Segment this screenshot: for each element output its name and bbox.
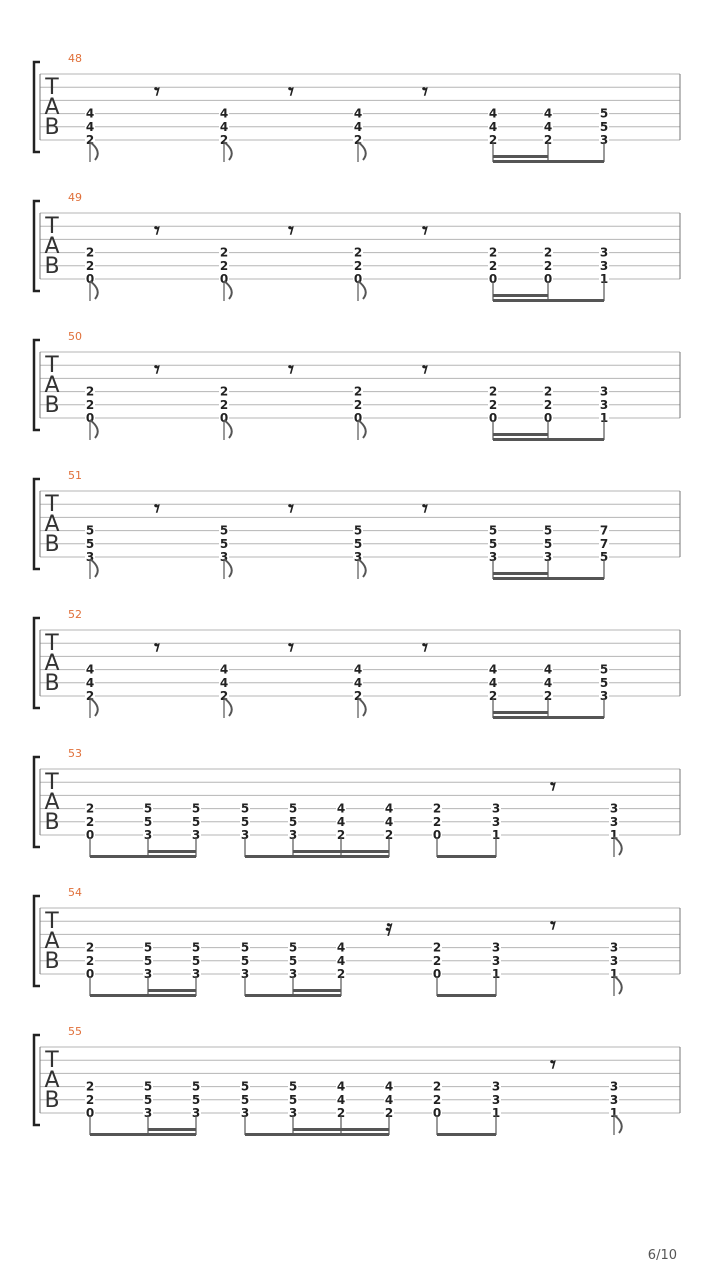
tab-system xyxy=(34,191,680,302)
tab-clef-letter: T xyxy=(45,75,59,100)
fret-number: 5 xyxy=(219,523,229,538)
eighth-rest: 𝄾 xyxy=(422,218,428,244)
fret-number: 2 xyxy=(85,940,95,955)
fret-number: 5 xyxy=(288,814,298,829)
measure-number: 54 xyxy=(68,886,82,899)
fret-number: 1 xyxy=(599,272,609,286)
fret-number: 2 xyxy=(219,397,229,412)
fret-number: 3 xyxy=(599,133,609,147)
fret-number: 5 xyxy=(543,536,553,551)
fret-number: 5 xyxy=(288,1092,298,1107)
fret-number: 1 xyxy=(609,967,619,981)
beam xyxy=(493,438,604,441)
fret-number: 5 xyxy=(488,523,498,538)
fret-number: 4 xyxy=(219,106,229,121)
fret-number: 2 xyxy=(353,384,363,399)
fret-number: 5 xyxy=(191,814,201,829)
secondary-beam xyxy=(293,989,341,992)
eighth-rest: 𝄾 xyxy=(288,357,294,383)
fret-number: 7 xyxy=(599,536,609,551)
fret-number: 5 xyxy=(353,523,363,538)
beam xyxy=(437,1133,496,1136)
fret-number: 2 xyxy=(353,245,363,260)
beam xyxy=(245,855,389,858)
fret-number: 4 xyxy=(85,675,95,690)
fret-number: 2 xyxy=(219,384,229,399)
secondary-beam xyxy=(293,1128,389,1131)
fret-number: 5 xyxy=(143,953,153,968)
fret-number: 2 xyxy=(85,814,95,829)
measure-number: 52 xyxy=(68,608,82,621)
secondary-beam xyxy=(493,294,548,297)
beam xyxy=(245,994,341,997)
eighth-rest: 𝄾 xyxy=(154,79,160,105)
fret-number: 4 xyxy=(543,106,553,121)
beam xyxy=(493,160,604,163)
fret-number: 1 xyxy=(491,1106,501,1120)
eighth-rest: 𝄾 xyxy=(550,913,556,939)
system-bracket xyxy=(34,896,40,986)
fret-number: 5 xyxy=(85,536,95,551)
fret-number: 2 xyxy=(85,801,95,816)
system-bracket xyxy=(34,757,40,847)
fret-number: 4 xyxy=(85,119,95,134)
fret-number: 3 xyxy=(599,689,609,703)
fret-number: 4 xyxy=(488,106,498,121)
fret-number: 2 xyxy=(432,1079,442,1094)
fret-number: 5 xyxy=(240,814,250,829)
fret-number: 2 xyxy=(219,689,229,703)
fret-number: 3 xyxy=(191,1106,201,1120)
fret-number: 5 xyxy=(599,662,609,677)
fret-number: 1 xyxy=(599,411,609,425)
eighth-rest: 𝄾 xyxy=(288,496,294,522)
fret-number: 3 xyxy=(353,550,363,564)
fret-number: 3 xyxy=(288,1106,298,1120)
fret-number: 4 xyxy=(336,814,346,829)
fret-number: 5 xyxy=(191,1079,201,1094)
fret-number: 2 xyxy=(432,940,442,955)
fret-number: 4 xyxy=(336,953,346,968)
fret-number: 4 xyxy=(85,662,95,677)
measure-number: 51 xyxy=(68,469,82,482)
fret-number: 5 xyxy=(240,1079,250,1094)
fret-number: 5 xyxy=(288,801,298,816)
eighth-rest: 𝄾 xyxy=(422,79,428,105)
fret-number: 3 xyxy=(488,550,498,564)
fret-number: 2 xyxy=(543,245,553,260)
tab-clef-letter: A xyxy=(44,929,60,954)
fret-number: 0 xyxy=(353,411,363,425)
tab-clef-letter: B xyxy=(44,115,60,140)
fret-number: 0 xyxy=(543,272,553,286)
secondary-beam xyxy=(148,989,196,992)
fret-number: 5 xyxy=(143,801,153,816)
tab-system xyxy=(34,52,680,163)
system-bracket xyxy=(34,201,40,291)
eighth-rest: 𝄾 xyxy=(154,496,160,522)
beam xyxy=(90,1133,196,1136)
system-bracket xyxy=(34,62,40,152)
eighth-rest: 𝄾 xyxy=(288,635,294,661)
tab-clef-letter: B xyxy=(44,532,60,557)
fret-number: 4 xyxy=(219,119,229,134)
measure-number: 55 xyxy=(68,1025,82,1038)
fret-number: 2 xyxy=(543,689,553,703)
fret-number: 4 xyxy=(353,119,363,134)
tab-clef-letter: T xyxy=(45,631,59,656)
eighth-rest: 𝄾 xyxy=(288,218,294,244)
fret-number: 2 xyxy=(85,397,95,412)
tab-clef-letter: B xyxy=(44,1088,60,1113)
tab-system xyxy=(34,608,680,719)
fret-number: 4 xyxy=(384,801,394,816)
secondary-beam xyxy=(493,155,548,158)
eighth-rest: 𝄾 xyxy=(154,357,160,383)
fret-number: 3 xyxy=(219,550,229,564)
fret-number: 3 xyxy=(143,967,153,981)
fret-number: 2 xyxy=(488,397,498,412)
fret-number: 4 xyxy=(353,662,363,677)
tab-clef-letter: B xyxy=(44,810,60,835)
fret-number: 2 xyxy=(353,133,363,147)
fret-number: 2 xyxy=(432,801,442,816)
measure-number: 48 xyxy=(68,52,82,65)
beam xyxy=(90,994,196,997)
fret-number: 5 xyxy=(143,1092,153,1107)
beam xyxy=(90,855,196,858)
fret-number: 0 xyxy=(353,272,363,286)
fret-number: 0 xyxy=(488,411,498,425)
tab-clef-letter: B xyxy=(44,671,60,696)
fret-number: 4 xyxy=(336,801,346,816)
fret-number: 4 xyxy=(488,675,498,690)
fret-number: 3 xyxy=(143,828,153,842)
eighth-rest: 𝄾 xyxy=(154,218,160,244)
tab-system xyxy=(34,469,680,580)
fret-number: 7 xyxy=(599,523,609,538)
fret-number: 5 xyxy=(143,814,153,829)
fret-number: 3 xyxy=(491,801,501,816)
fret-number: 2 xyxy=(353,689,363,703)
tab-clef-letter: T xyxy=(45,492,59,517)
secondary-beam xyxy=(148,850,196,853)
secondary-beam xyxy=(493,711,548,714)
tab-clef-letter: A xyxy=(44,95,60,120)
tab-system xyxy=(34,330,680,441)
fret-number: 0 xyxy=(488,272,498,286)
secondary-beam xyxy=(148,1128,196,1131)
fret-number: 3 xyxy=(543,550,553,564)
fret-number: 5 xyxy=(240,940,250,955)
fret-number: 1 xyxy=(609,828,619,842)
fret-number: 5 xyxy=(143,1079,153,1094)
beam xyxy=(493,716,604,719)
fret-number: 3 xyxy=(609,801,619,816)
fret-number: 3 xyxy=(599,258,609,273)
fret-number: 5 xyxy=(543,523,553,538)
fret-number: 4 xyxy=(336,1092,346,1107)
eighth-rest: 𝄾 xyxy=(550,1052,556,1078)
fret-number: 0 xyxy=(85,272,95,286)
fret-number: 2 xyxy=(488,689,498,703)
fret-number: 4 xyxy=(543,662,553,677)
tab-system xyxy=(34,1025,680,1136)
fret-number: 2 xyxy=(432,814,442,829)
fret-number: 5 xyxy=(85,523,95,538)
fret-number: 2 xyxy=(336,828,346,842)
fret-number: 2 xyxy=(85,1092,95,1107)
fret-number: 4 xyxy=(353,106,363,121)
fret-number: 3 xyxy=(288,828,298,842)
fret-number: 2 xyxy=(432,953,442,968)
fret-number: 4 xyxy=(336,1079,346,1094)
fret-number: 3 xyxy=(609,940,619,955)
fret-number: 0 xyxy=(85,411,95,425)
fret-number: 2 xyxy=(488,258,498,273)
fret-number: 5 xyxy=(353,536,363,551)
fret-number: 2 xyxy=(543,133,553,147)
eighth-rest: 𝄾 xyxy=(154,635,160,661)
tab-clef-letter: B xyxy=(44,393,60,418)
fret-number: 0 xyxy=(432,828,442,842)
fret-number: 0 xyxy=(543,411,553,425)
tab-clef-letter: T xyxy=(45,909,59,934)
fret-number: 3 xyxy=(491,1079,501,1094)
fret-number: 5 xyxy=(191,801,201,816)
fret-number: 5 xyxy=(599,106,609,121)
fret-number: 0 xyxy=(219,272,229,286)
fret-number: 5 xyxy=(240,801,250,816)
fret-number: 2 xyxy=(336,1106,346,1120)
fret-number: 2 xyxy=(85,1079,95,1094)
fret-number: 5 xyxy=(191,940,201,955)
beam xyxy=(437,994,496,997)
fret-number: 2 xyxy=(353,397,363,412)
fret-number: 4 xyxy=(488,662,498,677)
fret-number: 4 xyxy=(488,119,498,134)
tab-clef-letter: A xyxy=(44,512,60,537)
fret-number: 2 xyxy=(85,245,95,260)
fret-number: 3 xyxy=(599,245,609,260)
tab-clef-letter: B xyxy=(44,949,60,974)
measure-number: 53 xyxy=(68,747,82,760)
fret-number: 2 xyxy=(85,953,95,968)
fret-number: 5 xyxy=(599,675,609,690)
system-bracket xyxy=(34,618,40,708)
fret-number: 3 xyxy=(609,1079,619,1094)
beam xyxy=(245,1133,389,1136)
fret-number: 4 xyxy=(384,1079,394,1094)
beam xyxy=(493,577,604,580)
tab-clef-letter: T xyxy=(45,770,59,795)
tab-clef-letter: A xyxy=(44,1068,60,1093)
fret-number: 2 xyxy=(488,133,498,147)
fret-number: 5 xyxy=(219,536,229,551)
fret-number: 5 xyxy=(143,940,153,955)
fret-number: 4 xyxy=(384,814,394,829)
fret-number: 5 xyxy=(488,536,498,551)
fret-number: 0 xyxy=(432,1106,442,1120)
secondary-beam xyxy=(493,572,548,575)
fret-number: 3 xyxy=(240,828,250,842)
fret-number: 3 xyxy=(288,967,298,981)
fret-number: 4 xyxy=(219,675,229,690)
fret-number: 5 xyxy=(191,953,201,968)
eighth-rest: 𝄾 xyxy=(422,635,428,661)
fret-number: 0 xyxy=(85,1106,95,1120)
fret-number: 5 xyxy=(599,119,609,134)
fret-number: 0 xyxy=(432,967,442,981)
fret-number: 3 xyxy=(240,1106,250,1120)
fret-number: 2 xyxy=(353,258,363,273)
fret-number: 3 xyxy=(491,953,501,968)
tab-clef-letter: T xyxy=(45,353,59,378)
fret-number: 4 xyxy=(543,675,553,690)
fret-number: 2 xyxy=(219,133,229,147)
tab-clef-letter: A xyxy=(44,234,60,259)
fret-number: 5 xyxy=(240,1092,250,1107)
fret-number: 2 xyxy=(384,828,394,842)
fret-number: 3 xyxy=(599,397,609,412)
fret-number: 2 xyxy=(543,397,553,412)
fret-number: 3 xyxy=(491,940,501,955)
fret-number: 2 xyxy=(85,258,95,273)
fret-number: 3 xyxy=(85,550,95,564)
fret-number: 5 xyxy=(240,953,250,968)
tab-clef-letter: T xyxy=(45,214,59,239)
fret-number: 2 xyxy=(384,1106,394,1120)
system-bracket xyxy=(34,479,40,569)
fret-number: 0 xyxy=(85,828,95,842)
fret-number: 2 xyxy=(432,1092,442,1107)
fret-number: 4 xyxy=(336,940,346,955)
fret-number: 0 xyxy=(85,967,95,981)
measure-number: 49 xyxy=(68,191,82,204)
sixteenth-rest: 𝄿 xyxy=(385,915,393,941)
beam xyxy=(493,299,604,302)
secondary-beam xyxy=(493,433,548,436)
fret-number: 3 xyxy=(609,1092,619,1107)
fret-number: 3 xyxy=(143,1106,153,1120)
eighth-rest: 𝄾 xyxy=(422,496,428,522)
tab-system xyxy=(34,747,680,858)
fret-number: 2 xyxy=(488,384,498,399)
fret-number: 2 xyxy=(543,384,553,399)
fret-number: 1 xyxy=(491,828,501,842)
beam xyxy=(437,855,496,858)
system-bracket xyxy=(34,340,40,430)
eighth-rest: 𝄾 xyxy=(422,357,428,383)
fret-number: 4 xyxy=(219,662,229,677)
fret-number: 0 xyxy=(219,411,229,425)
tab-clef-letter: B xyxy=(44,254,60,279)
system-bracket xyxy=(34,1035,40,1125)
fret-number: 4 xyxy=(543,119,553,134)
eighth-rest: 𝄾 xyxy=(550,774,556,800)
fret-number: 2 xyxy=(336,967,346,981)
fret-number: 2 xyxy=(543,258,553,273)
fret-number: 3 xyxy=(240,967,250,981)
fret-number: 2 xyxy=(219,245,229,260)
eighth-rest: 𝄾 xyxy=(288,79,294,105)
fret-number: 2 xyxy=(488,245,498,260)
fret-number: 4 xyxy=(384,1092,394,1107)
tab-clef-letter: A xyxy=(44,373,60,398)
fret-number: 5 xyxy=(191,1092,201,1107)
fret-number: 1 xyxy=(609,1106,619,1120)
fret-number: 2 xyxy=(219,258,229,273)
measure-number: 50 xyxy=(68,330,82,343)
fret-number: 3 xyxy=(191,967,201,981)
tab-clef-letter: A xyxy=(44,651,60,676)
fret-number: 3 xyxy=(599,384,609,399)
fret-number: 4 xyxy=(85,106,95,121)
fret-number: 5 xyxy=(599,550,609,564)
fret-number: 5 xyxy=(288,953,298,968)
tab-clef-letter: T xyxy=(45,1048,59,1073)
fret-number: 1 xyxy=(491,967,501,981)
secondary-beam xyxy=(293,850,389,853)
fret-number: 3 xyxy=(191,828,201,842)
tab-system xyxy=(34,886,680,997)
fret-number: 4 xyxy=(353,675,363,690)
fret-number: 2 xyxy=(85,689,95,703)
tab-clef-letter: A xyxy=(44,790,60,815)
fret-number: 3 xyxy=(609,953,619,968)
page-number: 6/10 xyxy=(647,1248,677,1263)
fret-number: 2 xyxy=(85,133,95,147)
fret-number: 5 xyxy=(288,1079,298,1094)
fret-number: 3 xyxy=(609,814,619,829)
fret-number: 3 xyxy=(491,814,501,829)
fret-number: 5 xyxy=(288,940,298,955)
fret-number: 3 xyxy=(491,1092,501,1107)
fret-number: 2 xyxy=(85,384,95,399)
